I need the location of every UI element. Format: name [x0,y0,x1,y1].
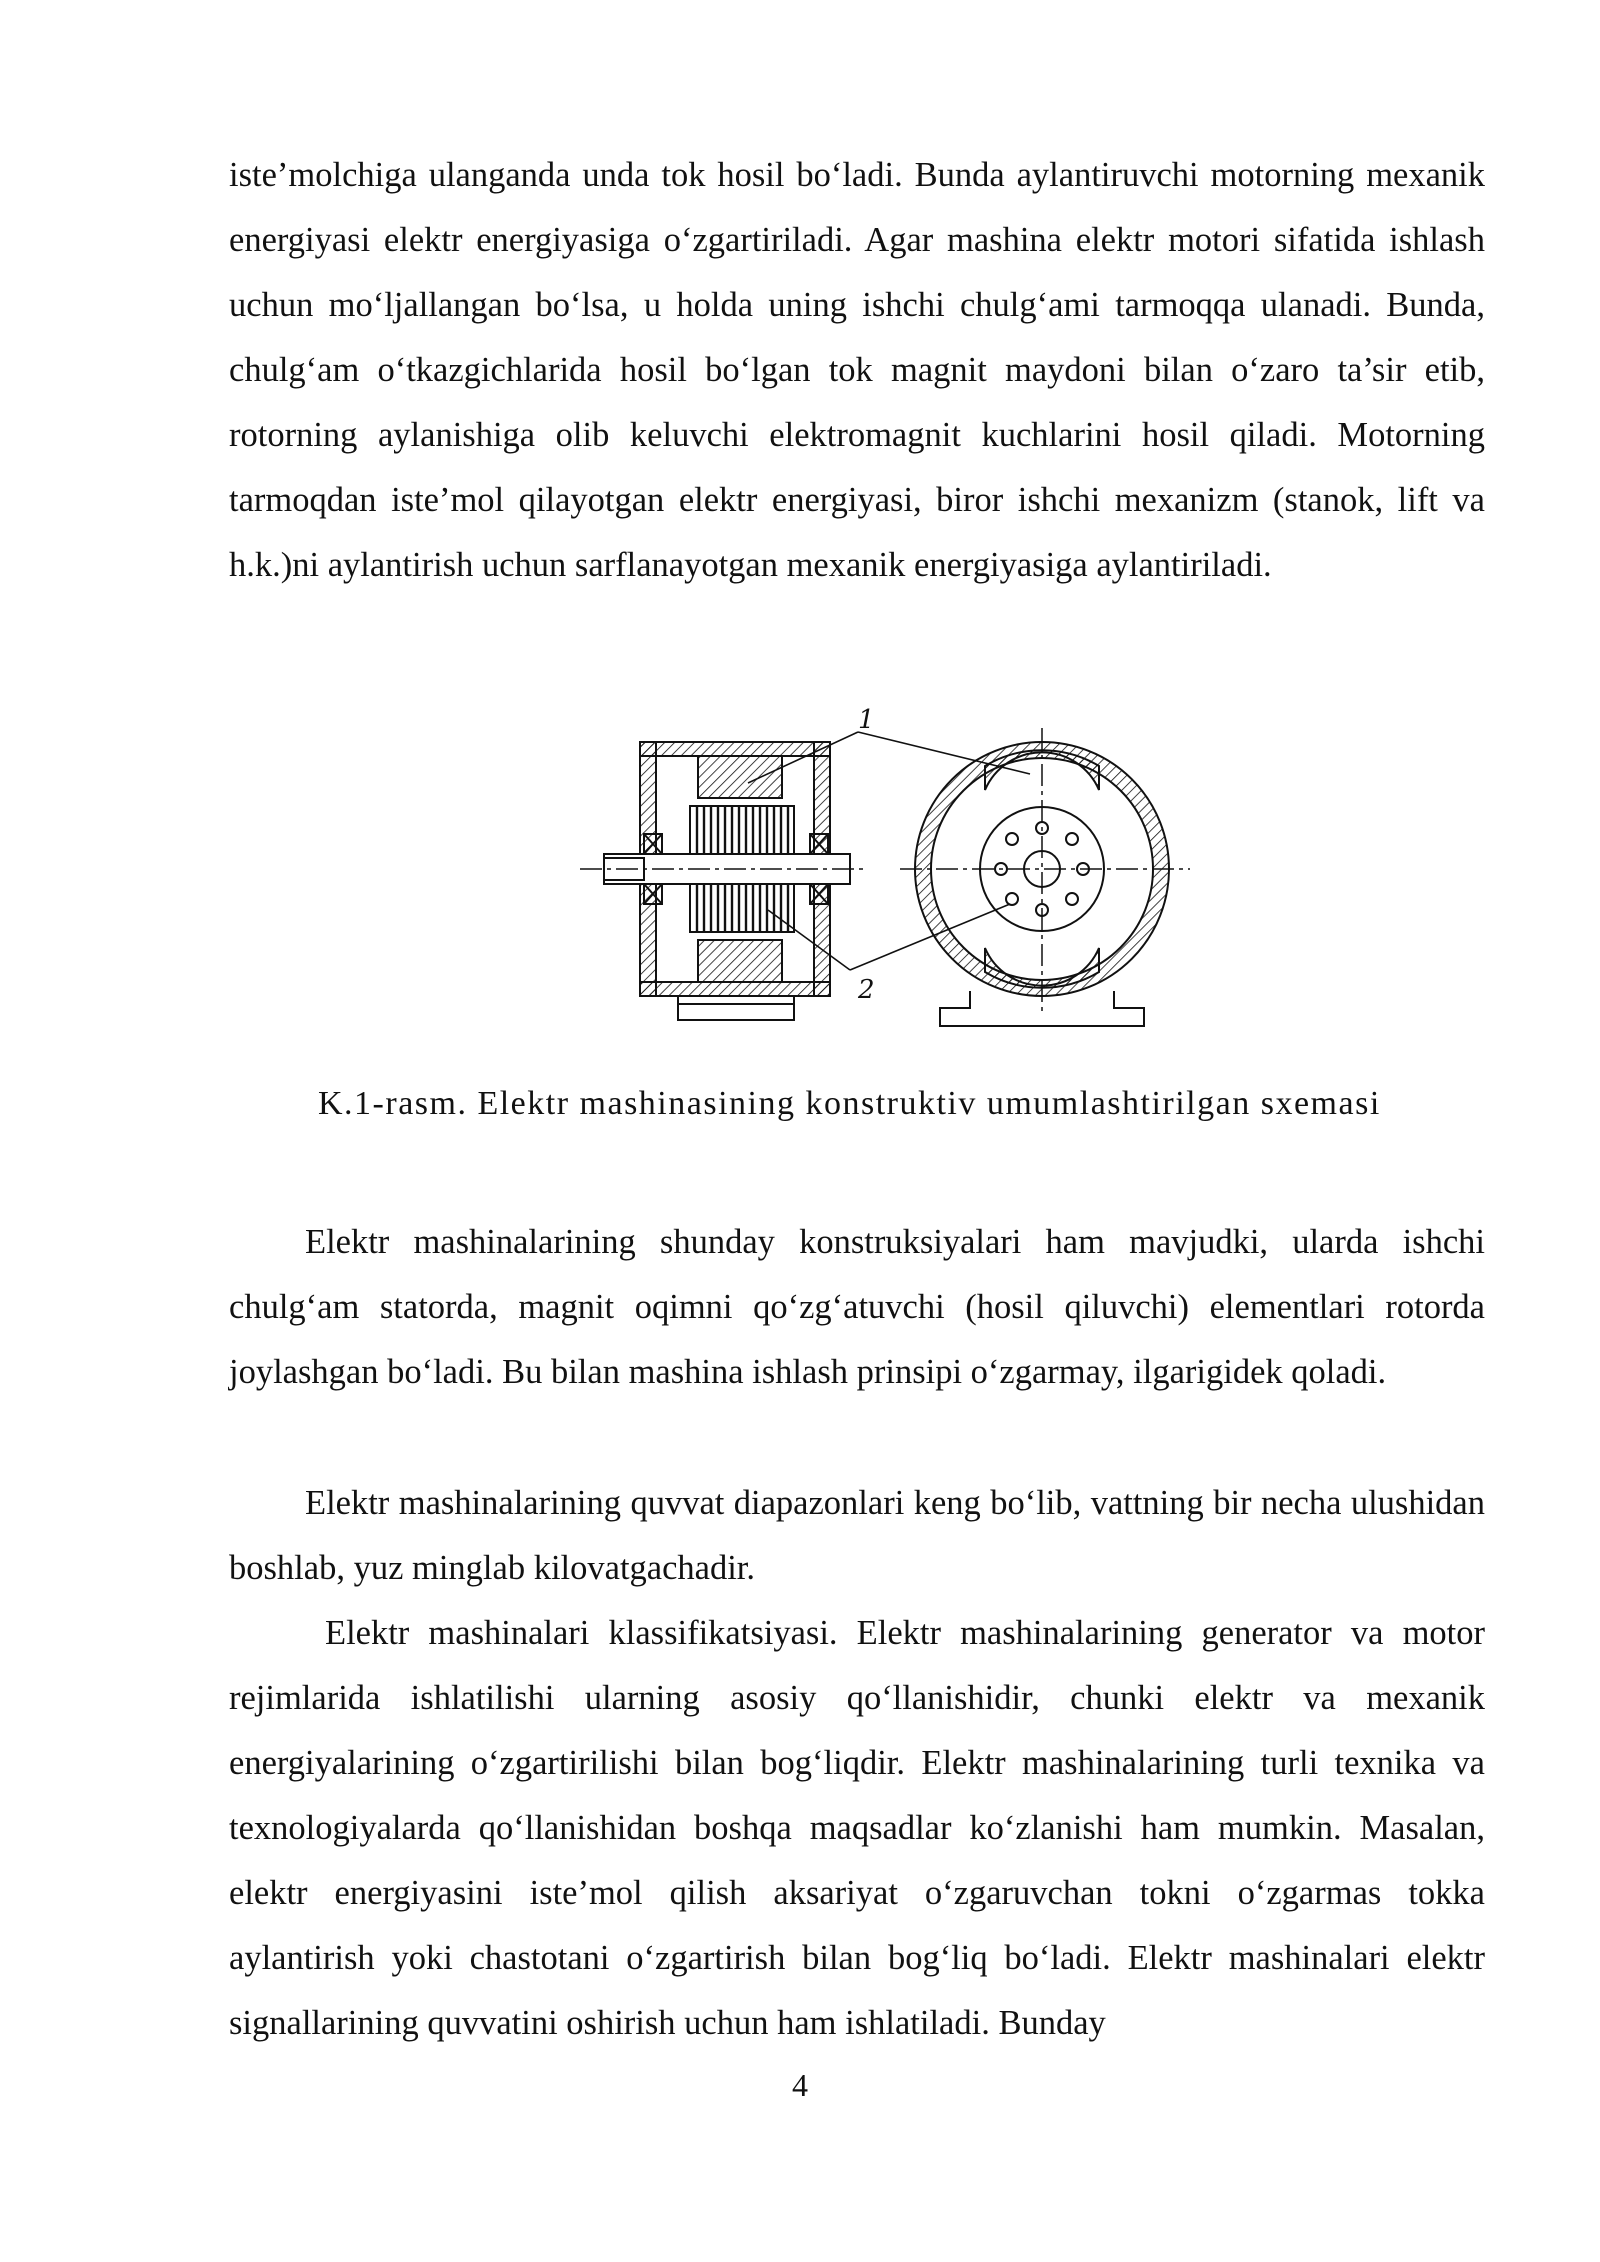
electric-machine-diagram [560,708,1220,1033]
paragraph-construction-variants: Elektr mashinalarining shunday konstruksiyalari ham mavjudki, ularda ishchi chulg‘am statorda, magnit oqimni qo‘zg‘atuvchi (hosil qiluvchi) elementlari rotorda joylashgan bo‘ladi. Bu bilan mashina ishlash prinsipi o‘zgarmay, ilgarigidek qoladi. [229,1223,1485,1391]
paragraph-power-range: Elektr mashinalarining quvvat diapazonlari keng bo‘lib, vattning bir necha ulushidan boshlab, yuz minglab kilovatgachadir. [229,1484,1485,1587]
callout-label-1: 1 [858,708,875,735]
machine-construction-svg [560,708,1220,1033]
page-number: 4 [792,2067,808,2103]
cross-section [900,728,1190,1026]
paragraph-generator-motor-operation: iste’molchiga ulanganda unda tok hosil bo‘ladi. Bunda aylantiruvchi motorning mexanik energiyasi elektr energiyasiga o‘zgartiriladi. Agar mashina elektr motori sifatida ishlash uchun mo‘ljallangan bo‘lsa, u holda uning ishchi chulg‘ami tarmoqqa ulanadi. Bunda, chulg‘am o‘tkazgichlarida hosil bo‘lgan tok magnit maydoni bilan o‘zaro ta’sir etib, rotorning aylanishiga olib keluvchi elektromagnit kuchlarini hosil qiladi. Motorning tarmoqdan iste’mol qilayotgan elektr energiyasi, biror ishchi mexanizm (stanok, lift va h.k.)ni aylantirish uchun sarflanayotgan mexanik energiyasiga aylantiriladi. [229,156,1485,584]
longitudinal-section [580,742,865,1020]
figure-caption: K.1-rasm. Elektr mashinasining konstruktiv umumlashtirilgan sxemasi [318,1085,1381,1122]
callout-label-2: 2 [858,975,875,1005]
paragraph-classification: Elektr mashinalari klassifikatsiyasi. Elektr mashinalarining generator va motor rejimlarida ishlatilishi ularning asosiy qo‘llanishidir, chunki elektr va mexanik energiyalarining o‘zgartirilishi bilan bog‘liqdir. Elektr mashinalarining turli texnika va texnologiyalarda qo‘llanishidan boshqa maqsadlar ko‘zlanishi ham mumkin. Masalan, elektr energiyasini iste’mol qilish aksariyat o‘zgaruvchan tokni o‘zgarmas tokka aylantirish yoki chastotani o‘zgartirish bilan bog‘liq bo‘ladi. Elektr mashinalari elektr signallarining quvvatini oshirish uchun ham ishlatiladi. Bunday [229,1614,1485,2042]
